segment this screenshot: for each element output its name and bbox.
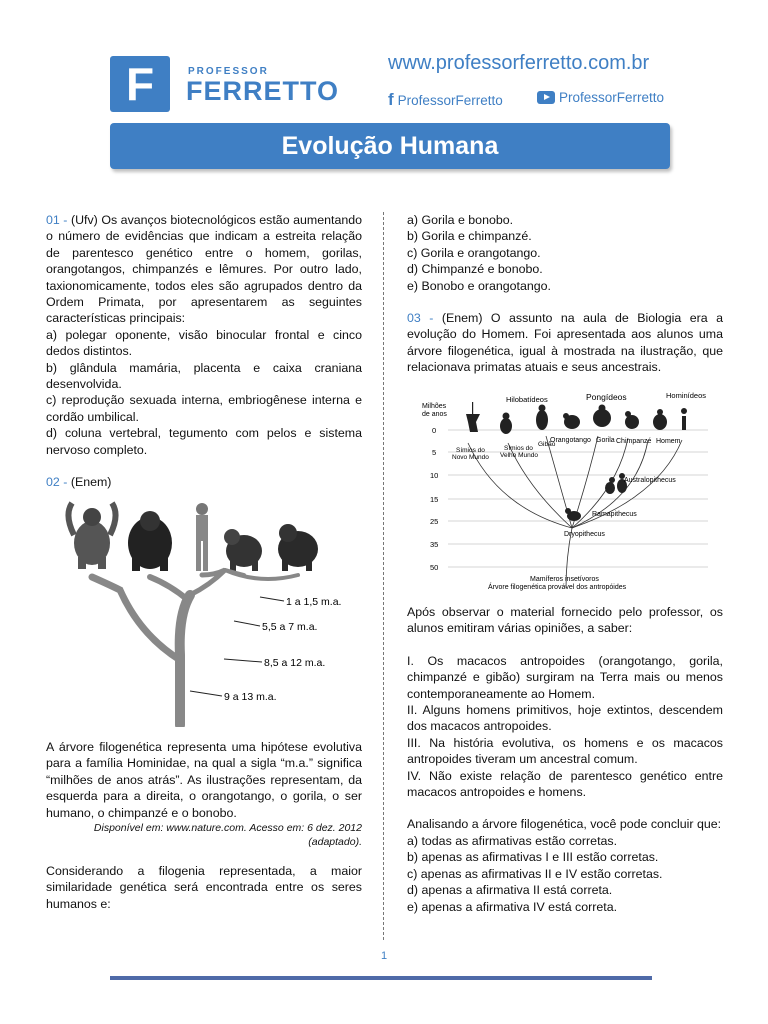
q3-primate-silhouettes xyxy=(466,402,687,521)
right-column-top xyxy=(407,212,723,376)
q3-text: (Enem) O assunto na aula de Biologia era a evolução do Homem. Foi apresentada aos alunos uma árvore filogenética, igual à mostrada na ilustração, que relacionava primatas atuais e seus ancestrais. xyxy=(407,311,724,375)
tree-leader-lines xyxy=(190,597,284,696)
facebook-link[interactable] xyxy=(388,90,503,110)
youtube-link[interactable] xyxy=(537,90,664,105)
group-label: Hominídeos xyxy=(666,391,707,400)
group-label: Pongídeos xyxy=(586,392,627,402)
q3-statement: II. Alguns homens primitivos, hoje extintos, descendem dos macacos antropoides. xyxy=(407,703,723,734)
time-gridlines xyxy=(448,430,708,567)
site-url-link[interactable]: www.professorferretto.com.br xyxy=(388,52,650,74)
q2-citation: Disponível em: www.nature.com. Acesso em: 6 dez. 2012 xyxy=(93,822,362,835)
logo-name: FERRETTO xyxy=(186,76,340,106)
axis-tick: 10 xyxy=(430,471,439,480)
q3-option: e) apenas a afirmativa IV está correta. xyxy=(407,899,618,914)
group-label: Hilobatídeos xyxy=(506,395,548,404)
q3-number: 03 - xyxy=(407,311,434,326)
q2-source-tag: (Enem) xyxy=(70,475,112,490)
q1-text: (Ufv) Os avanços biotecnológicos estão aumentando o número de evidências que indicam a estreita relação de parentesco genético entre o homem, gorilas, orangotangos, chimpanzés e lêmures. Por outro lado, taxionomicamente, todos eles são agrupados dentro da Ordem Primata, por apresentarem as seguintes características principais: xyxy=(46,213,363,326)
q3-phylogeny-figure xyxy=(418,388,718,594)
q3-statement: IV. Não existe relação de parentesco genético entre macacos antropoides e homens. xyxy=(407,768,723,800)
q1-stem xyxy=(46,212,362,327)
youtube-icon xyxy=(537,91,555,104)
q3-intro: Após observar o material fornecido pelo professor, os alunos emitiram várias opiniões, a saber: xyxy=(407,605,723,636)
q3-statement: III. Na história evolutiva, os homens e os macacos antropoides tiveram um ancestral comum. xyxy=(407,735,723,767)
axis-tick: 50 xyxy=(430,563,439,572)
chimpanzee-illustration xyxy=(224,529,262,571)
taxon-label: Homem xyxy=(656,438,681,445)
q3-option: c) apenas as afirmativas II e IV estão corretas. xyxy=(407,866,663,881)
q3-statement: I. Os macacos antropoides (orangotango, gorila, chimpanzé e gibão) surgiram na Terra mais ou menos contemporaneamente ao Homem. xyxy=(407,653,723,701)
gorilla-illustration xyxy=(128,511,172,571)
taxon-label: Gorila xyxy=(596,437,615,444)
q2-option: b) Gorila e chimpanzé. xyxy=(407,229,532,244)
left-column xyxy=(46,212,362,491)
q1-option: b) glândula mamária, placenta e caixa craniana desenvolvida. xyxy=(46,360,362,392)
tree-label: 5,5 a 7 m.a. xyxy=(262,621,318,633)
q3-option: a) todas as afirmativas estão corretas. xyxy=(407,833,618,848)
taxon-label: Ramapithecus xyxy=(592,511,637,518)
orangutan-illustration xyxy=(68,503,115,569)
q1-option: a) polegar oponente, visão binocular frontal e cinco dedos distintos. xyxy=(46,327,362,359)
taxon-label: Chimpanzé xyxy=(616,438,652,445)
q2-option: a) Gorila e bonobo. xyxy=(407,213,514,227)
taxon-label: Símios do xyxy=(504,445,533,452)
q2-option: c) Gorila e orangotango. xyxy=(407,245,541,260)
axis-tick: 35 xyxy=(430,540,439,549)
q2-paragraph: A árvore filogenética representa uma hipótese evolutiva para a família Hominidae, na qual a sigla “m.a.” significa “milhões de anos atrás”. As ilustrações representam, da esquerda para a direita, o orangotango, o gorila, o ser humano, o chimpanzé e o bonobo. xyxy=(46,740,362,820)
q2-text-block xyxy=(46,739,362,912)
tree-label: 9 a 13 m.a. xyxy=(224,691,277,703)
right-column-bottom xyxy=(407,604,723,915)
column-divider xyxy=(383,212,384,940)
q3-question: Analisando a árvore filogenética, você pode concluir que: xyxy=(407,817,722,832)
page-number: 1 xyxy=(380,950,388,962)
q2-header xyxy=(46,474,362,490)
q1-option: c) reprodução sexuada interna, embriogênese interna e cordão umbilical. xyxy=(46,393,362,424)
primate-illustrations xyxy=(68,503,318,571)
q3-option: b) apenas as afirmativas I e III estão corretas. xyxy=(407,850,659,865)
q2-question: Considerando a filogenia representada, a maior similaridade genética será encontrada entre os seres humanos e: xyxy=(46,864,362,911)
taxon-label: Símios do xyxy=(456,447,485,454)
q2-citation-note: (adaptado). xyxy=(308,836,362,849)
axis-tick: 25 xyxy=(430,517,439,526)
taxon-label: Velho Mundo xyxy=(500,452,538,459)
bonobo-illustration xyxy=(278,524,318,571)
youtube-handle: ProfessorFerretto xyxy=(559,90,665,105)
axis-title: de anos xyxy=(422,411,447,418)
human-illustration xyxy=(196,503,208,571)
facebook-handle: ProfessorFerretto xyxy=(397,92,503,108)
axis-tick: 15 xyxy=(430,495,439,504)
taxon-label: Novo Mundo xyxy=(452,454,489,461)
taxon-label: Mamíferos insetívoros xyxy=(530,576,599,583)
q2-option: d) Chimpanzé e bonobo. xyxy=(407,262,543,277)
q3-option: d) apenas a afirmativa II está correta. xyxy=(407,883,613,898)
axis-tick: 0 xyxy=(432,426,437,435)
taxon-label: Australopithecus xyxy=(624,477,676,484)
tree-label: 8,5 a 12 m.a. xyxy=(264,657,326,669)
taxon-label: Orangotango xyxy=(550,437,591,444)
axis-tick: 5 xyxy=(432,448,437,457)
facebook-icon: f xyxy=(388,90,394,109)
taxon-label: Gibão xyxy=(538,441,556,448)
logo-mark: F xyxy=(110,56,170,112)
q1-number: 01 - xyxy=(46,213,68,227)
logo-subtitle: PROFESSOR xyxy=(188,66,269,77)
taxon-label: Dryopithecus xyxy=(564,531,605,538)
q2-option: e) Bonobo e orangotango. xyxy=(407,278,551,293)
tree-label: 1 a 1,5 m.a. xyxy=(286,596,342,608)
figure-caption: Árvore filogenética provável dos antropóides xyxy=(488,584,627,591)
page-title: Evolução Humana xyxy=(110,123,670,169)
q2-phylogeny-figure xyxy=(50,495,366,727)
axis-title: Milhões xyxy=(422,403,447,410)
q1-option: d) coluna vertebral, tegumento com pelos e sistema nervoso completo. xyxy=(46,426,362,457)
q2-number: 02 - xyxy=(46,475,68,490)
q3-stem xyxy=(407,310,723,376)
footer-rule xyxy=(110,976,652,980)
